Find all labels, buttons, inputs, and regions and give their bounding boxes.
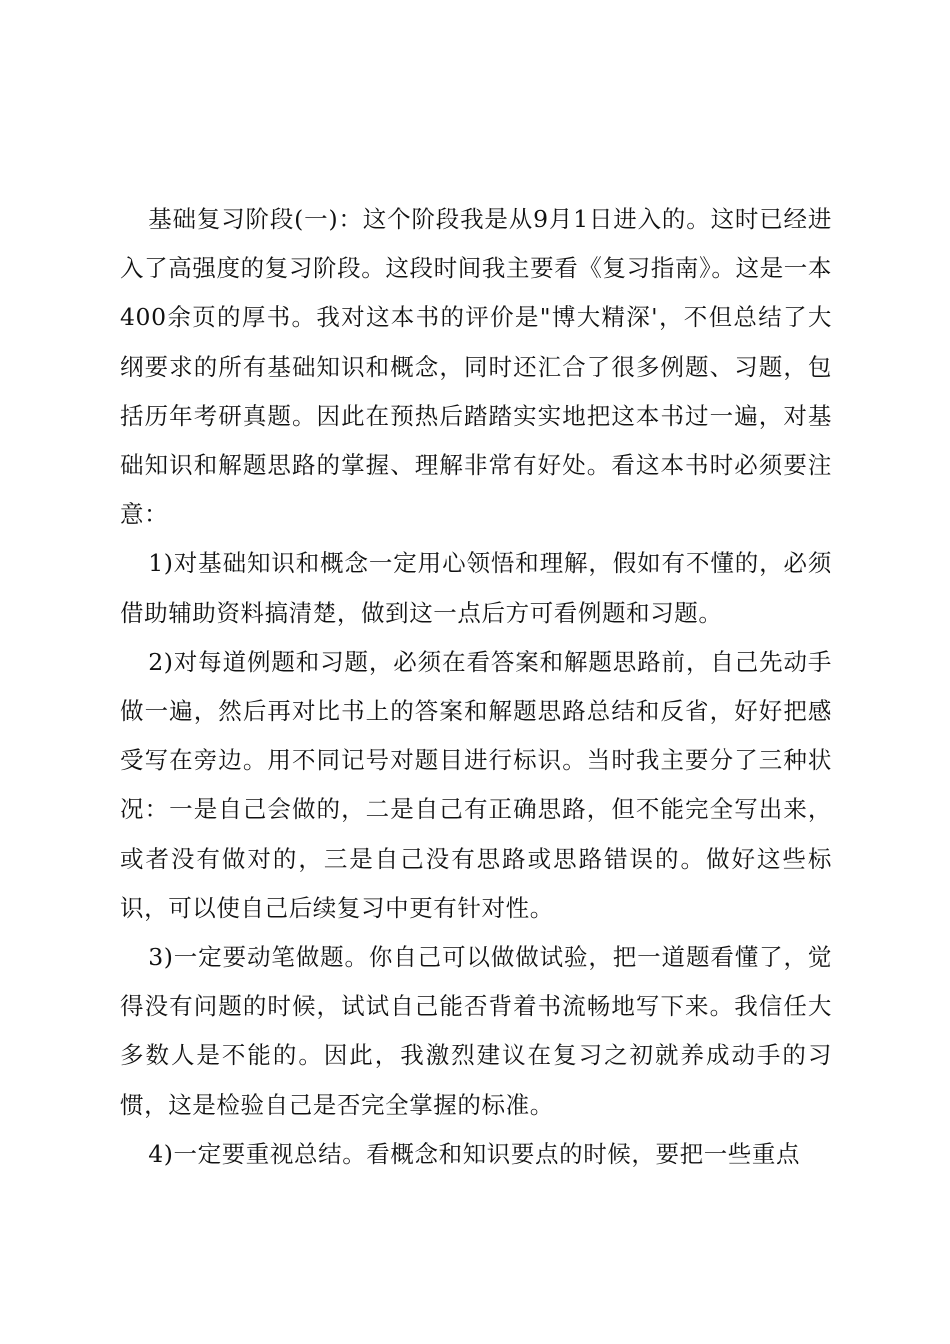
paragraph-point-2: 2)对每道例题和习题，必须在看答案和解题思路前，自己先动手做一遍，然后再对比书上的答案和解题思路总结和反省，好好把感受写在旁边。用不同记号对题目进行标识。当时我主要分了三种状况：一是自己会做的，二是自己有正确思路，但不能完全写出来，或者没有做对的，三是自己没有思路或思路错误的。做好这些标识，可以使自己后续复习中更有针对性。: [120, 647, 832, 922]
document-body: [120, 195, 832, 1179]
paragraph-point-1: 1)对基础知识和概念一定用心领悟和理解，假如有不懂的，必须借助辅助资料搞清楚，做到这一点后方可看例题和习题。: [120, 549, 832, 627]
paragraph-point-3: 3)一定要动笔做题。你自己可以做做试验，把一道题看懂了，觉得没有问题的时候，试试自己能否背着书流畅地写下来。我信任大多数人是不能的。因此，我激烈建议在复习之初就养成动手的习惯，这是检验自己是否完全掌握的标准。: [120, 943, 832, 1119]
paragraph-intro: 基础复习阶段(一)：这个阶段我是从9月1日进入的。这时已经进入了高强度的复习阶段。这段时间我主要看《复习指南》。这是一本400余页的厚书。我对这本书的评价是"博大精深'，不但总结了大纲要求的所有基础知识和概念，同时还汇合了很多例题、习题，包括历年考研真题。因此在预热后踏踏实实地把这本书过一遍，对基础知识和解题思路的掌握、理解非常有好处。看这本书时必须要注意：: [120, 205, 832, 529]
paragraph-point-4: 4)一定要重视总结。看概念和知识要点的时候，要把一些重点: [148, 1139, 801, 1168]
